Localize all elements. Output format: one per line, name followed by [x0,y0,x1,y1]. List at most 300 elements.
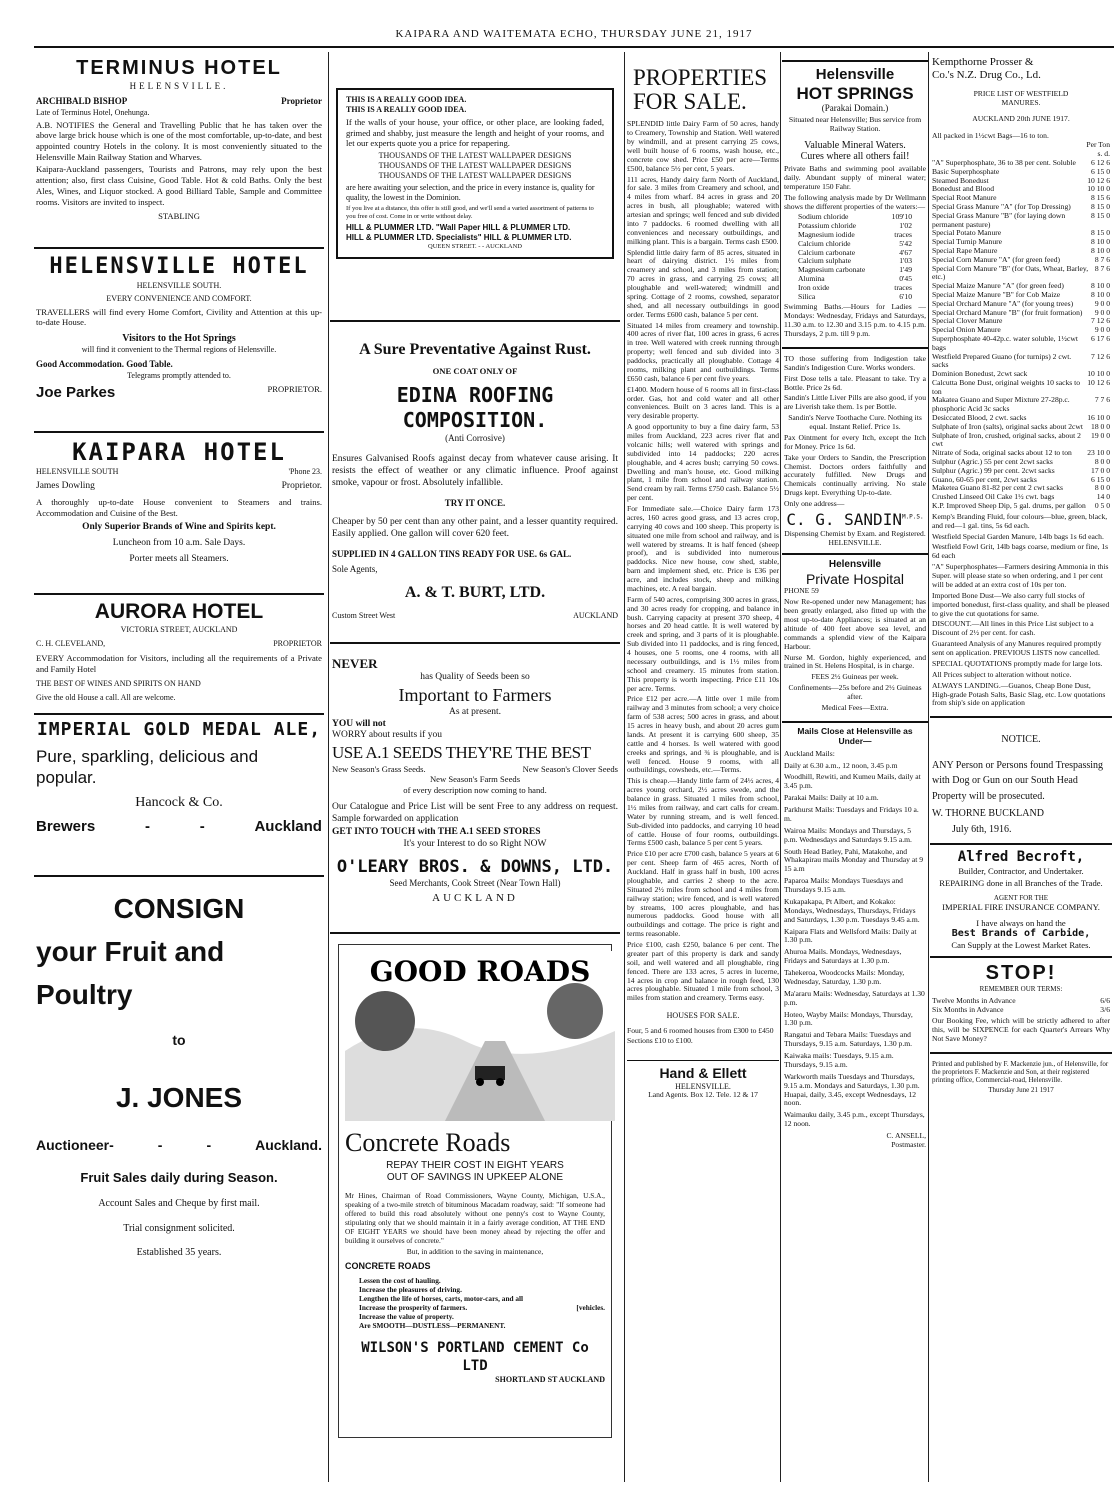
sandin-name: C. G. SANDIN [786,509,902,529]
seeds-worry: WORRY about results if you [332,730,442,741]
roads-b2: Increase the pleasures of driving. [359,1284,462,1294]
manure-name: Desiccated Blood, 2 cwt. sacks [932,413,1027,423]
roads-body: Mr Hines, Chairman of Road Commissioners, Wayne County, Michigan, U.S.A., speaking of a two-mile stretch of bituminous Macadam roadway, said: "If someone had offered to build this road absolutely without one penny's cost to Wayne County, stipulating only that we should maintain it in a fairly average condition, AT THE END OF EIGHT YEARS we should have been money ahead by rejecting the offer and building it ourselves of concrete." [345,1190,605,1246]
kaipara-lunch: Luncheon from 10 a.m. Sale Days. [112,538,246,549]
props-p4: Situated 14 miles from creamery and township. 400 acres of river flat, 100 acres in grass, 6 acres in tree. Well watered with creek running through property; well fenced and sub divided into 3 paddocks, practically all ploughable. Cottage 4 rooms, milking plant and outbuildings. Terms £650 cash, balance 6 per cent five years. [627,320,779,383]
manure-price: 6 12 6 [1091,157,1110,167]
kempthorne-note4: Guaranteed Analysis of any Manures required promptly sent on application. PREVIOUS LISTS now cancelled. [932,639,1102,658]
imprint-date: Thursday June 21 1917 [988,1086,1054,1095]
manure-price-list [932,159,1110,511]
kaipara-porter: Porter meets all Steamers. [129,554,229,565]
helensville-tag: EVERY CONVENIENCE AND COMFORT. [106,293,252,303]
stop-p1: 6/6 [1100,996,1110,1006]
chemical-analysis-list [784,213,926,301]
manure-name: Special Corn Manure "A" (for green feed) [932,254,1061,264]
price-row [932,212,1110,230]
helensville-owner: Joe Parkes [36,383,116,401]
stop-title: STOP! [985,961,1057,984]
manure-price: 9 0 0 [1094,298,1110,308]
seeds-never: NEVER [332,656,378,671]
manure-price: 23 10 0 [1087,448,1110,458]
price-row [932,353,1110,371]
consign-ad: CONSIGN your Fruit and Poultry to J. JONES Auctioneer- - - Auckland. Fruit Sales daily during Season. Account Sales and Cheque by first mail. Trial consignment solicited. Established 35 years. [36,893,322,1259]
helensville-visitors: Visitors to the Hot Springs [122,332,236,344]
manure-name: Sulphate of Iron, crushed, original sacks, about 2 cwt [932,430,1081,449]
manure-price: 19 0 0 [1091,430,1110,440]
manure-name: "A" Superphosphate, 36 to 38 per cent. Soluble [932,157,1076,167]
roads-b1: Lessen the cost of hauling. [359,1275,441,1285]
seeds-has: has Quality of Seeds been so [420,672,530,683]
price-row [932,379,1110,397]
springs-body: Private Baths and swimming pool available daily. Abundant supply of mineral water; temperature 150 Fahr. [784,164,926,191]
chemical-value: 1'49 [899,265,912,275]
manure-name: Special Grass Manure "B" (for laying down permanent pasture) [932,210,1066,229]
terminus-body: A.B. NOTIFIES the General and Travelling Public that he has taken over the above large brick house which is one of the most comfortable, up-to-date, and best appointed country Hotels in the colony. It is most conveniently situated to the Helensville Main Railway Station and Wharves. [36,119,322,162]
mail-schedule-item: Auckland Mails: [784,748,835,758]
springs-anal: The following analysis made by Dr Wellmann shows the different properties of the waters:— [784,192,926,211]
chemical-name: Calcium sulphate [798,256,851,266]
props-agents: Land Agents. Box 12. Tele. 12 & 17 [648,1090,758,1099]
props-h2: Sections £10 to £100. [627,1036,693,1046]
private-hospital-ad [782,555,928,722]
chemical-value: 4'67 [899,247,912,257]
mail-schedule-item: Hoteo, Wayby Mails: Mondays, Thursday, 1.30 p.m. [784,1009,913,1028]
becroft-best: Best Brands of Carbide, [951,928,1091,940]
mail-schedule-item: Parakai Mails: Daily at 10 a.m. [784,793,879,803]
props-town: HELENSVILLE. [675,1081,731,1091]
manure-name: Special Onion Manure [932,325,1001,335]
kempthorne-wg: Westfield Special Garden Manure, 14lb bags 1s 6d each. [932,531,1104,541]
manure-name: Special Potato Manure [932,228,1002,238]
seeds-s3: New Season's Farm Seeds [429,774,521,785]
sandin-mps: M.P.S. [901,513,924,521]
edina-head: A Sure Preventative Against Rust. [359,341,591,358]
kempthorne-note5: SPECIAL QUOTATIONS promptly made for large lots. [932,658,1103,668]
chemical-name: Iron oxide [798,282,830,292]
kempthorne-kemp: Kemp's Branding Fluid, four colours—blue, green, black, and red—1 gal. tins, 5s 6d each. [932,511,1108,530]
manure-name: Sulphur (Agric.) 55 per cent 2cwt sacks [932,457,1053,467]
manure-price: 10 12 6 [1087,377,1110,387]
roads-sub: Concrete Roads [345,1128,511,1157]
kempthorne-t1: Kempthorne Prosser & [932,56,1034,68]
masthead-line: KAIPARA AND WAITEMATA ECHO, THURSDAY JUNE 21, 1917 [34,28,1114,48]
mail-schedule-item: Daily at 6.30 a.m., 12 noon, 3.45 p.m [784,760,898,770]
kaipara-role: Proprietor. [281,481,322,491]
sandin-t4: Sandin's Nerve Toothache Cure. Nothing its equal. Instant Relief. Price 1s. [788,413,922,432]
manure-price: 18 0 0 [1091,421,1110,431]
becroft-ad [930,845,1112,957]
consign-fruit: Fruit Sales daily during Season. [80,1170,278,1185]
mail-schedule-item: Kukapakapa, Pt Albert, and Kokako: Mondays, Wednesdays, Thursdays, Fridays and Saturdays, 1.30 p.m. Tuesdays 9.45 a.m. [784,896,920,924]
manure-name: Basic Superphosphate [932,166,1000,176]
springs-t2: HOT SPRINGS [796,83,914,103]
manure-name: Special Maize Manure "B" for Cob Maize [932,289,1061,299]
springs-sub: (Parakai Domain.) [821,103,889,114]
kempthorne-packed: All packed in 1½cwt Bags—16 to ton. [932,131,1049,141]
springs-val: Valuable Mineral Waters. [804,139,906,151]
mails-title: Mails Close at Helensville as Under— [797,725,913,746]
props-p3: Splendid little dairy farm of 85 acres, situated in heart of dairying district. 1½ miles from creamery and school, and 3 miles from station; 70 acres in grass, and carrying 25 cows; all ploughable and well-watered; windmill and spring. Cottage of 2 rooms, cowshed, separator shed, and all necessary outbuildings in good order. Terms £600 cash, balance 5 per cent. [627,247,779,319]
edina-city: AUCKLAND [573,611,618,621]
wallpaper-ad [330,52,620,322]
kaipara-title: KAIPARA HOTEL [72,438,286,466]
hospital-phone: PHONE 59 [784,586,819,596]
manure-price: 8 15 0 [1091,201,1110,211]
good-roads-illustration [345,951,615,1121]
chemical-name: Alumina [798,274,825,284]
kempthorne-note2: Imported Bone Dust—We also carry full stocks of imported bonedust, first-class quality, and shall be pleased to give the cut quotations for same. [932,590,1110,618]
springs-swim: Swimming Baths.—Hours for Ladies —Mondays: Wednesday, Fridays and Saturdays, 11.30 a.m. to 12.30 and 3.15 p.m. to 4.15 p.m. Thursdays, 2 p.m. till 9 p.m. [784,302,926,339]
wallpaper-l1: THIS IS A REALLY GOOD IDEA. [346,95,467,104]
mail-schedule-item: Paparoa Mails: Mondays Tuesdays and Thursdays 9.15 a.m. [784,876,903,895]
aurora-sub: VICTORIA STREET, AUCKLAND [120,625,238,635]
manure-name: Special Clover Manure [932,316,1003,326]
imprint-body: Printed and published by F. Mackenzie jun., of Helensville, for the proprietors F. Mackenzie and Son, at their registered printing office, Commercial-road, Helensville. [932,1059,1109,1085]
seeds-s4: of every description now coming to hand. [403,784,547,795]
roads-logo2: SHORTLAND ST AUCKLAND [495,1375,605,1385]
kempthorne-note7: ALWAYS LANDING.—Guanos, Cheap Bone Dust, High-grade Potash Salts, Basic Slag, etc. Low quotations from ship's side on application [932,680,1106,708]
consign-city: Auckland. [255,1136,322,1153]
chemical-name: Potassium chloride [798,221,857,231]
becroft-supply: Can Supply at the Lowest Market Rates. [951,939,1091,950]
kempthorne-note3: DISCOUNT.—All lines in this Price List subject to a Discount of 2½ per cent. for cash. [932,619,1094,638]
manure-name: Sulphur (Agric.) 99 per cent. 2cwt sacks [932,465,1055,475]
sandin-t2: First Dose tells a tale. Pleasant to take. Try a Bottle. Price 2s 6d. [784,373,926,392]
column-4 [782,52,928,1482]
mails-post: Postmaster. [891,1139,926,1149]
manure-price: 10 10 0 [1087,369,1110,379]
seeds-city: AUCKLAND [432,891,518,904]
sandin-t1: TO those suffering from Indigestion take Sandin's Indigestion Cure. Works wonders. [784,353,926,372]
terminus-stabling: STABLING [158,211,200,222]
notice-ad [930,718,1112,845]
mail-schedule-item: Wairoa Mails: Mondays and Thursdays, 5 p.m. Wednesdays and Saturdays 9.15 a.m. [784,825,912,844]
roads-but: But, in addition to the saving in maintenance, [406,1247,544,1257]
wallpaper-t3: THOUSANDS OF THE LATEST WALLPAPER DESIGNS [378,171,572,181]
terminus-town: HELENSVILLE. [129,81,229,91]
hospital-fees: FEES 2½ Guineas per week. [811,672,899,682]
props-firm: Hand & Ellett [659,1065,747,1082]
hospital-med: Medical Fees—Extra. [821,702,889,712]
roads-cr: CONCRETE ROADS [345,1260,431,1271]
manure-name: Special Corn Manure "B" (for Oats, Wheat, Barley, etc.) [932,263,1089,282]
aurora-owner: C. H. CLEVELAND, [36,639,106,649]
manure-name: Special Turnip Manure [932,237,1003,247]
chemical-name: Calcium chloride [798,238,851,248]
wallpaper-body2: are here awaiting your selection, and the price in every instance is, quality for quality, the lowest in the Dominion. [346,183,595,203]
edina-firm: A. & T. BURT, LTD. [404,584,546,602]
terminus-hotel-ad [34,52,324,249]
kempthorne-t2: Co.'s N.Z. Drug Co., Ld. [932,68,1041,81]
manure-price: 7 12 6 [1091,351,1110,361]
seeds-s2: New Season's Clover Seeds [522,763,618,774]
manure-name: Special Root Manure [932,193,997,203]
kaipara-phone: 'Phone 23. [288,467,322,476]
props-p9: Price £12 per acre.—A little over 1 mile from railway and 3 minutes from school; a very choice farm of 538 acres; 500 acres in grass, and about 15 acres in heavy bush, and about 20 acres gum lands. At present it is carrying 600 sheep, 35 cattle and 4 horses. Is well watered with good creeks and springs, and ¾ is ploughable, and is well fenced. House 9 rooms, with all outbuildings, cowsheds, etc.—Terms. [627,694,779,775]
stop-p2: 3/6 [1100,1005,1110,1015]
wallpaper-f2: HILL & PLUMMER LTD. Specialists" HILL & PLUMMER LTD. [346,233,572,243]
manure-price: 7 12 6 [1091,316,1110,326]
kempthorne-date: AUCKLAND 20th JUNE 1917. [972,114,1070,124]
aurora-title: AURORA HOTEL [94,600,264,623]
helensville-tele: Telegrams promptly attended to. [127,370,231,380]
edina-body: Ensures Galvanised Roofs against decay from whatever cause arising. It resists the effect of weather or any climatic influence. Proof against smoke, vapour or frost. Absolutely infallible. [332,453,618,488]
edina-body2: Cheaper by 50 per cent than any other paint, and a lesser quantity required. Easily applied. One gallon will cover 620 feet. [332,516,618,539]
manure-price: 7 7 6 [1094,395,1110,405]
hospital-conf: Confinements—25s before and 2½ Guineas after. [788,683,922,702]
roads-b3: Lengthen the life of horses, carts, motor-cars, and all [359,1294,524,1303]
manure-price: 8 7 6 [1094,263,1110,273]
consign-auct: Auctioneer- [36,1136,114,1153]
manure-price: 8 0 0 [1094,457,1110,467]
manure-name: Crushed Linseed Oil Cake 1½ cwt. bags [932,492,1055,502]
manure-name: Calcutta Bone Dust, original weights 10 sacks to ton [932,377,1081,396]
concrete-roads-ad [338,944,612,1438]
edina-title: EDINA ROOFING COMPOSITION. [396,382,554,432]
chemical-value: traces [894,282,912,292]
mails-list [784,750,926,1129]
stop-t2: Six Months in Advance [932,1005,1004,1015]
manure-name: Sulphate of Iron (salts), original sacks about 2cwt [932,421,1083,431]
mail-schedule-item: Kaiwaka mails: Tuesdays, 9.15 a.m. Thursdays, 9.15 a.m. [784,1051,894,1069]
sandin-only: Only one address— [784,499,845,509]
seeds-touch: GET INTO TOUCH with THE A.1 SEED STORES [332,827,541,838]
kempthorne-sd: s. d. [1097,149,1110,159]
wallpaper-fine: If you live at a distance, this offer is still good, and we'll send a varied assortment of patterns to you free of cost. Come in or write without delay. [346,205,594,221]
kaipara-body: A thoroughly up-to-date House convenient to Steamers and trains. Accommodation and Cuisine of the Best. [36,496,322,518]
kempthorne-perton: Per Ton [1086,140,1110,150]
manure-price: 16 10 0 [1087,413,1110,423]
props-p10: This is cheap.—Handy little farm of 24½ acres, 4 acres young orchard, 2½ acres swede, and the balance in grass. Situated 1 miles from school, 1½ miles from railway, and cart calls for cream. Water by running stream, and is well fenced. Sub-divided into paddocks, and carrying 10 head of cattle. House of four rooms, outbuildings. Terms £500 cash, balance 5 per cent 5 years. [627,776,779,848]
aurora-role: PROPRIETOR [273,639,322,649]
hospital-t1: Helensville [828,559,882,571]
becroft-agent: AGENT FOR THE [993,893,1049,902]
chemical-value: 1'02 [899,221,912,231]
chemical-name: Silica [798,291,816,301]
props-h1: Four, 5 and 6 roomed houses from £300 to £450 [627,1025,774,1035]
chemical-name: Magnesium carbonate [798,265,866,275]
manure-name: Maketea Guano 81-82 per cent 2 cwt sacks [932,483,1063,493]
imperial-maker: Hancock & Co. [135,795,223,810]
kempthorne-pl: PRICE LIST OF WESTFIELD [973,88,1069,98]
roads-b6: Are SMOOTH—DUSTLESS—PERMANENT. [359,1321,506,1331]
manure-name: Dominion Bonedust, 2cwt sack [932,369,1028,379]
manure-name: Nitrate of Soda, original sacks about 12 to ton [932,448,1072,458]
sandin-town: HELENSVILLE. [828,537,882,547]
terminus-title: TERMINUS HOTEL [76,57,282,79]
props-p12: Price £100, cash £250, balance 6 per cent. The greater part of this property is dark and sandy soil, and well watered and all ploughable, ring fenced. There are 133 acres, 5 acres in lucerne, 14 acres in crop and balance in rough feed, 130 acres ploughable. Situated 1 mile from school, 3 miles from station and creamery. Terms easy. [627,940,779,1003]
consign-l3: Poultry [36,979,133,1010]
mail-schedule-item: South Head Batley, Pahi, Matakohe, and Whakapirau mails Monday and Thursday at 9 15 a.m [784,846,924,874]
roads-b4: Increase the prosperity of farmers. [359,1303,468,1313]
kempthorne-note1: "A" Superphosphates—Farmers desiring Ammonia in this Super. will please state so when ordering, and 1 per cent will be added at an extra cost of 10s per ton. [932,562,1109,589]
seeds-int: It's your Interest to do so Right NOW [403,839,547,850]
props-p6: A good opportunity to buy a fine dairy farm, 53 miles from Auckland, 223 acres river flat and volcanic hills; well watered with springs and subdivided into 14 paddocks; 220 acres ploughable, and 4 acres bush; carrying 50 cows. Dwelling and man's house, etc. Good milking plant, 1 mile from school and railway station. Send cream by rail. Terms £750 cash. Balance 5½ per cent. [627,422,779,503]
consign-acct: Account Sales and Cheque by first mail. [98,1198,260,1210]
edina-try: TRY IT ONCE. [444,497,506,508]
wallpaper-addr: QUEEN STREET. - - AUCKLAND [428,243,522,251]
manure-price: 0 5 0 [1094,501,1110,511]
props-p2: 111 acres, Handy dairy farm North of Auckland, for sale. 3 miles from Creamery and school, and 4 miles from wharf. 84 acres in grass and 20 acres in bush, all ploughable; watered with artesian and springs; well fenced and sub divided into 7 paddocks. 6 roomed dwelling with all conveniences and necessary outbuildings, and milking plant. This is a bargain. Terms cash £500. [627,174,779,246]
price-row [932,502,1110,511]
helensville-good: Good Accommodation. Good Table. [36,359,173,370]
kempthorne-pl2: MANURES. [1001,97,1041,107]
manure-name: Special Rape Manure [932,245,998,255]
roads-b5: Increase the value of property. [359,1312,454,1322]
becroft-name: Alfred Becroft, [957,849,1085,866]
seeds-imp: Important to Farmers [398,685,552,706]
becroft-have: I have always on hand the [976,918,1066,929]
imperial-city: Auckland [254,817,322,835]
mail-schedule-item: Woodhill, Rewiti, and Kumeu Mails, daily at 3.45 p.m. [784,772,921,791]
mails-sig: C. ANSELL, [886,1131,926,1141]
chemical-row [798,293,912,302]
price-row [932,335,1110,353]
column-2 [330,52,620,1482]
imperial-ale-ad: IMPERIAL GOLD MEDAL ALE, Pure, sparkling, delicious and popular. Hancock & Co. Brewers - - Auckland [34,715,324,877]
manure-name: Special Grass Manure "A" (for Top Dressing) [932,201,1071,211]
props-p7: For Immediate sale.—Choice Dairy farm 173 acres, 160 acres good grass, and 13 acres crop, carrying 40 cows and 100 sheep. This property is situated one mile from school and railway, and is well watered by streams. It is half fenced (sheep proof), and is subdivided into numerous paddocks. Nice new house, cow shed, stable, barn and implement shed, etc. Price is £36 per acre, and includes stock, sheep and milking machines, etc. A real bargain. [627,504,779,593]
seeds-asat: As at present. [449,706,501,717]
terminus-owner: ARCHIBALD BISHOP [36,96,128,107]
helensville-visitors2: will find it convenient to the Thermal regions of Helensville. [81,345,277,355]
imperial-slogan: Pure, sparkling, delicious and popular. [36,746,259,787]
chemical-name: Magnesium iodide [798,230,855,240]
manure-price: 8 10 0 [1091,281,1110,291]
sandin-t5: Pax Ointment for every Itch, except the Itch for Money. Price 1s 6d. [784,432,926,451]
chemical-value: 6'10 [899,291,912,301]
manure-price: 8 15 0 [1091,228,1110,238]
kempthorne-note6: All Prices subject to alteration without notice. [932,669,1072,679]
props-p11: Price £10 per acre £700 cash, balance 5 years at 6 per cent. Sheep farm of 465 acres, North of Auckland. Half in grass half in bush, 100 acres ploughable, and carries 2 sheep to the acre. Situated 2½ miles from school and 4 miles from railway station; wire fenced, and is well watered by streams, 100 acres ploughable, and has numerous paddocks. Good house with all outbuildings and cottage. The price is right and terms reasonable. [627,849,779,939]
roads-repay2: OUT OF SAVINGS IN UPKEEP ALONE [386,1172,564,1183]
edina-anti: (Anti Corrosive) [445,432,505,443]
terminus-role: Proprietor [281,96,322,107]
consign-est: Established 35 years. [136,1247,222,1259]
chemical-value: traces [894,230,912,240]
seeds-cat: Our Catalogue and Price List will be sent Free to any address on request. Sample forwarded on application [332,801,618,824]
springs-cures: Cures where all others fail! [800,151,910,163]
good-roads-title: GOOD ROADS [369,955,591,988]
sandin-t6: Take your Orders to Sandin, the Prescription Chemist. Doctors orders faithfully and accurately fulfilled. New Drugs and Chemicals continually arriving. No stale Drugs kept. Everything Up-to-date. [784,452,926,498]
roads-repay1: REPAY THEIR COST IN EIGHT YEARS [386,1159,564,1171]
consign-trial: Trial consignment solicited. [123,1222,235,1234]
mail-schedule-item: Warkworth mails Tuesdays and Thursdays, 9.15 a.m. Mondays and Saturdays, 1.30 p.m. Huapai, daily, 3.45, except Wednesdays, 12 noon. [784,1071,920,1108]
manure-name: Special Orchard Manure "A" (for young trees) [932,298,1074,308]
hospital-nurse: Nurse M. Gordon, highly experienced, and trained in St. Helens Hospital, is in charge. [784,652,926,671]
props-houses: HOUSES FOR SALE. [666,1011,740,1021]
mail-schedule-item: Parkhurst Mails: Tuesdays and Fridays 10 a. m. [784,805,919,823]
wallpaper-t1: THOUSANDS OF THE LATEST WALLPAPER DESIGNS [378,151,572,161]
aurora-body: EVERY Accommodation for Visitors, including all the requirements of a Private and Family Hotel [36,653,322,674]
price-row [932,432,1110,450]
manure-price: 8 15 6 [1091,193,1110,203]
kaipara-hotel-ad [34,433,324,595]
imprint [930,1054,1112,1099]
becroft-trade: Builder, Contractor, and Undertaker. [958,865,1084,876]
helensville-body: TRAVELLERS will find every Home Comfort, Civility and Attention at this up-to-date House. [36,306,322,328]
manure-name: Steamed Bonedust [932,175,989,185]
manure-price: 8 15 0 [1091,210,1110,220]
manure-price: 14 0 [1096,492,1110,502]
kempthorne-ad [930,52,1112,718]
manure-price: 8 7 6 [1094,254,1110,264]
kaipara-owner: James Dowling [36,481,95,491]
manure-name: Special Orchard Manure "B" (for fruit formation) [932,307,1083,317]
column-1 [34,52,324,1482]
props-p5: £1400. Modern house of 6 rooms all in first-class order. Gas, hot and cold water and all other conveniences. Built on 3 acres land. This is a very desirable property. [627,384,779,421]
manure-price: 10 12 6 [1087,175,1110,185]
mail-schedule-item: Ma'araru Mails: Wednesday, Saturdays at 1.30 p.m. [784,988,925,1007]
manure-name: Special Maize Manure "A" (for green feed) [932,281,1064,291]
edina-st: Custom Street West [332,611,396,621]
manure-name: K.P. Improved Sheep Dip, 5 gal. drums, per gallon [932,501,1086,511]
manure-price: 8 10 0 [1091,245,1110,255]
springs-sit: Situated near Helensville; Bus service from Railway Station. [788,114,922,133]
seeds-s1: New Season's Grass Seeds. [332,763,426,774]
mail-schedule-item: Tahekeroa, Woodcocks Mails: Monday, Wednesday, Saturday, 1.30 p.m. [784,968,905,986]
manure-price: 6 15 0 [1091,474,1110,484]
edina-agents: Sole Agents, [332,563,378,574]
manure-price: 8 10 0 [1091,237,1110,247]
seeds-use: USE A.1 SEEDS THEY'RE THE BEST [332,743,591,763]
stop-ad [930,958,1112,1054]
wallpaper-body: If the walls of your house, your office, or other place, are looking faded, grimed and shabby, just measure the length and height of your rooms, and let our experts quote you a price for repapering. [346,117,604,149]
wallpaper-f1: HILL & PLUMMER LTD. "Wall Paper HILL & PLUMMER LTD. [346,223,571,233]
sandin-ad [782,349,928,555]
kaipara-brands: Only Superior Brands of Wine and Spirits kept. [82,522,276,533]
mail-schedule-item: Kaipara Flats and Wellsford Mails: Daily at 1.30 p.m. [784,926,917,945]
chemical-value: 109'10 [891,212,912,222]
terminus-body2: Kaipara-Auckland passengers, Tourists and Patrons, may rely upon the best attention; also, first class Cuisine, Good Table. Hot & cold Baths. Only the best Ales, Wines, and Liquor stocked. A good Billiard Table, Sample and Committee rooms. Visitors are invited to inspect. [36,164,322,207]
hospital-body: Now Re-opened under new Management; has been greatly enlarged, also fitted up with the most up-to-date Appliances; is situated at an altitude of 400 feet above sea level, and commands a splendid view of the Kaipara Harbour. [784,597,926,651]
becroft-rep: REPAIRING done in all Branches of the Trade. [939,877,1103,888]
seeds-firm: O'LEARY BROS. & DOWNS, LTD. [336,857,614,878]
chemical-value: 1'03 [899,256,912,266]
wallpaper-t2: THOUSANDS OF THE LATEST WALLPAPER DESIGNS [378,161,572,171]
kempthorne-wf: Westfield Fowl Grit, 14lb bags coarse, medium or fine, 1s 6d each [932,542,1109,561]
edina-one: ONE COAT ONLY OF [432,366,518,376]
seeds-you: YOU will not [332,718,386,729]
seeds-merch: Seed Merchants, Cook Street (Near Town Hall) [389,878,561,889]
helensville-hotel-ad [34,249,324,433]
consign-l1: CONSIGN [113,893,245,924]
mails-section [782,723,928,1154]
terminus-late: Late of Terminus Hotel, Onehunga. [36,107,150,117]
price-row [932,265,1110,283]
notice-date: July 6th, 1916. [952,823,1012,835]
sandin-t3: Sandin's Little Liver Pills are also good, if you are Liverish take them. 1s per Bottle. [784,393,926,412]
manure-price: 6 17 6 [1091,333,1110,343]
becroft-ins: IMPERIAL FIRE INSURANCE COMPANY. [942,902,1100,912]
props-p1: SPLENDID little Dairy Farm of 50 acres, handy to Creamery, Township and Station. Well watered by windmill, and at present carrying 25 cows, well built house of 6 rooms, wash house, etc., concrete cow shed. Price £50 per acre—Terms £500, balance 5½ per cent, 5 years. [627,119,779,173]
mail-schedule-item: Rangatui and Tebara Mails: Tuesdays and Thursdays, 9.15 a.m. Saturdays, 1.30 p.m. [784,1030,913,1049]
sandin-disp: Dispensing Chemist by Exam. and Registered. [784,528,926,538]
stop-body: Our Booking Fee, which will be strictly adhered to after this, will be SIXPENCE for each Quarter's Arrears Why Not Save Money? [932,1016,1110,1043]
manure-price: 17 0 0 [1091,465,1110,475]
helensville-sub: HELENSVILLE SOUTH. [136,280,222,290]
props-p8: Farm of 540 acres, comprising 300 acres in grass, and 30 acres ready for cropping, and balance in bush. Carrying capacity at present 370 sheep, 4 horses and 20 head cattle. It is well watered by creek and spring, and 3 parts of it is ploughable. Sub divided into 11 paddocks, and is ring fenced, 4 houses, one 5 rooms, one 4 rooms, with all necessary outbuildings, and is 1½ miles from school and creamery. 15 minutes from station. This property is worth inspecting. Price £11 10s per acre. Terms. [627,594,779,693]
notice-sig: W. THORNE BUCKLAND [932,808,1044,820]
hot-springs-ad [782,60,928,349]
props-title: PROPERTIES FOR SALE. [633,65,768,115]
helensville-role: PROPRIETOR. [267,383,322,394]
manure-price: 9 0 0 [1094,325,1110,335]
seeds-ad [330,644,620,934]
aurora-hotel-ad [34,595,324,715]
mail-schedule-item: Ahuroa Mails. Mondays, Wednesdays, Fridays and Saturdays at 1.30 p.m. [784,947,902,966]
manure-name: Westfield Prepared Guano (for turnips) 2 cwt. sacks [932,351,1072,370]
